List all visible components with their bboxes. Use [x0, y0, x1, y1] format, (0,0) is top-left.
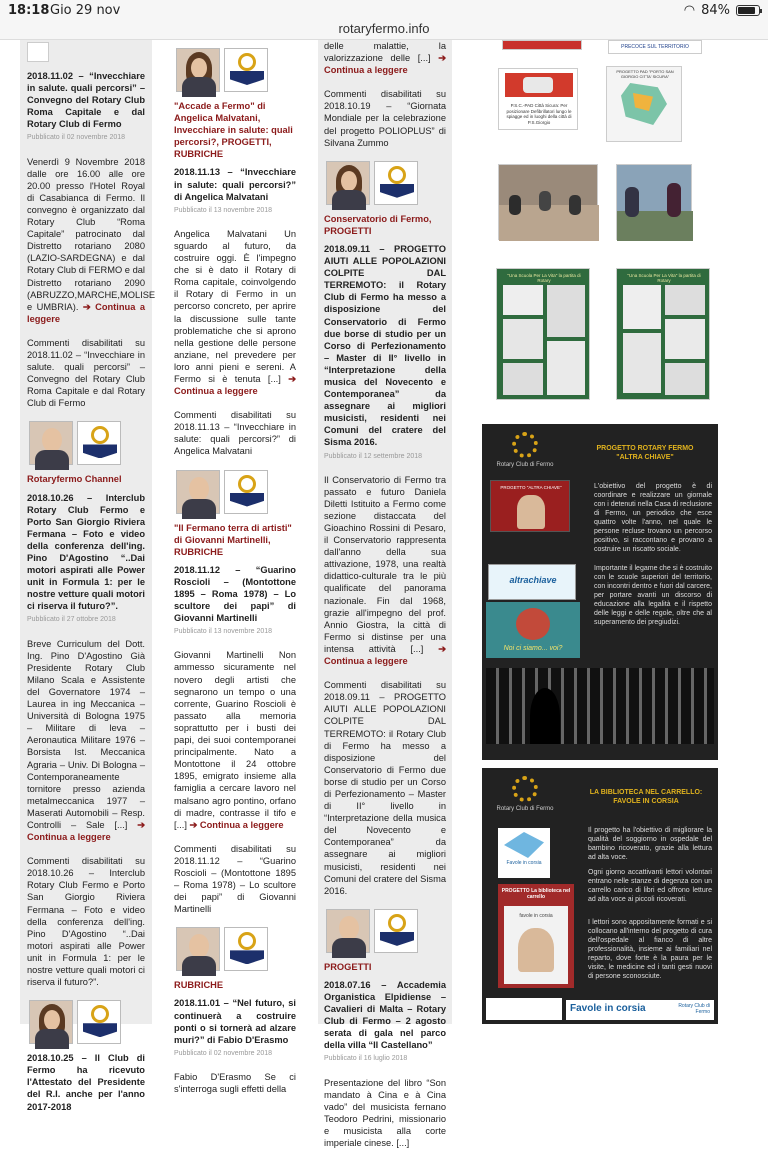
status-time: 18:18: [8, 3, 50, 18]
ios-status-bar: [0, 0, 768, 20]
banner-caption: PRECOCE SUL TERRITORIO: [621, 44, 689, 50]
promo-title: LA BIBLIOTECA NEL CARRELLO: FAVOLE IN CORSIA: [589, 789, 703, 805]
favole-banner-text: Favole in corsia: [570, 1003, 646, 1014]
post-date: Pubblicato il 13 novembre 2018: [174, 628, 273, 636]
post: [174, 100, 296, 458]
post-excerpt-text: delle malattie, la valorizzazione delle [...]: [324, 41, 446, 64]
rotary-fermo-logo[interactable]: [224, 470, 268, 514]
post: [174, 979, 296, 1095]
post-excerpt-text: Giovanni Martinelli Non ammesso sicuramente nel novero degli artisti che segnarono un tempo o una corrente, Guarino Roscioli è passato alla memoria soprattutto per i busti dei papi, dei suoi contemporanei principalmente. Nato a Montottone il 24 ottobre 1895, emigrato insieme alla famiglia a cercare lavoro nel malsano agro pontino, orfano di madre, contrasse il tifo e [...]: [174, 650, 296, 830]
rotary-wheel-icon: [512, 776, 538, 802]
post-date: Pubblicato il 02 novembre 2018: [174, 1049, 273, 1057]
post-images: [29, 1000, 145, 1044]
post-title[interactable]: 2018.10.26 – Interclub Rotary Club Fermo e Porto San Giorgio Riviera Fermana – Foto e video della conferenza dell'ing. Pino D'Agostino “..Dai motori aspirati alle Power unit in Formula 1: per le nostre vetture quali motori ci riserva il futuro?”.: [27, 492, 145, 612]
post-date: Pubblicato il 02 novembre 2018: [27, 134, 126, 142]
rotary-wheel-icon: [512, 432, 538, 458]
post-excerpt: [27, 638, 145, 844]
post-images: [326, 161, 446, 205]
promo-club: Rotary Club di Fermo: [496, 806, 554, 812]
post-excerpt-text: Breve Curriculum del Dott. Ing. Pino D'Agostino Già Presidente Rotary Club Milano Scala e Assistente del Governatore 1974 – Laurea in ing Meccanica – Università di Bologna 1975 – Militare di leva – Aeronautica Militare 1976 – Borsista Ist. Meccanica Agraria – Univ. Di Bologna – Contemporaneamente tornitore presso azienda metalmeccanica 1977 – Maserati Automobili – Resp. Controlli – Sale [...]: [27, 638, 145, 830]
post: [324, 961, 446, 1149]
address-bar[interactable]: [0, 20, 768, 40]
newspaper-caption: "Una Scuola Per La Vita" la partita di Rotary: [627, 273, 701, 283]
rotary-fermo-logo[interactable]: [224, 48, 268, 92]
pad-map-image[interactable]: [606, 66, 682, 142]
post-excerpt-text: Angelica Malvatani Un sguardo al futuro, da costruire oggi. È l'impegno che si è dato il Rotary di Roma capitale, coinvolgendo il Rotary di Fermo in un percorso concreto, per aprire la discussione sulle tante problematiche che si aprono nella gestione delle persone anziane, nel prevedere per loro anni pieni e sereni. A Fermo si è tenuta [...]: [174, 228, 296, 384]
read-more-link[interactable]: ➔ Continua a leggere: [174, 374, 296, 396]
status-right: [684, 3, 760, 18]
post-category[interactable]: "Il Fermano terra di artisti" di Giovanni Martinelli, RUBRICHE: [174, 522, 292, 557]
read-more-link[interactable]: ➔ Continua a leggere: [324, 53, 446, 75]
promo-text-1: Il progetto ha l'obiettivo di migliorare la qualità del soggiorno in ospedale del bambino ricoverato, grazie alla lettura ad alta voce.: [588, 827, 712, 861]
cut-image[interactable]: [502, 40, 582, 50]
battery-percent: 84%: [701, 3, 730, 18]
post-excerpt: [324, 40, 446, 76]
rotary-fermo-logo[interactable]: [224, 927, 268, 971]
poster-subtitle: favole in corsia: [519, 913, 553, 919]
rotary-fermo-logo[interactable]: [374, 909, 418, 953]
post-images: [29, 421, 145, 465]
map-caption: PROGETTO PAD "PORTO SAN GIORGIO CITTA' SICURA": [616, 69, 674, 79]
comments-note: Commenti disabilitati su 2018.11.13 – “Invecchiare in salute: quali percorsi?” di Angelica Malvatani: [174, 410, 296, 457]
favole-logo: [498, 828, 550, 878]
favole-banner: [566, 1000, 714, 1020]
post-excerpt: [174, 228, 296, 397]
post: [174, 522, 296, 916]
rotary-fermo-logo[interactable]: [77, 1000, 121, 1044]
promo-favole-in-corsia[interactable]: [482, 768, 718, 1024]
newspaper-clip-1[interactable]: [496, 268, 590, 400]
thumbnail-placeholder: [27, 42, 49, 62]
post-images: [176, 927, 296, 971]
author-photo[interactable]: [326, 909, 370, 953]
altrachiave-logo: [488, 564, 576, 600]
post-title[interactable]: 2018.11.02 – “Invecchiare in salute. quali percorsi” – Convegno del Rotary Club Roma Capitale e dal Rotary Club di Fermo: [27, 71, 145, 130]
comments-note: Commenti disabilitati su 2018.09.11 – PROGETTO AIUTI ALLE POPOLAZIONI COLPITE DAL TERREMOTO: il Rotary Club di Fermo ha messo a disposizione del Conservatorio di Fermo due borse di studio per un Corso di Perfezionamento – Master di II° livello in “Interpretazione della musica del Novecento e Contemporanea” da assegnare ai migliori musicisti, residenti nei Comuni del cratere del Sisma 2016.: [324, 680, 446, 896]
author-photo[interactable]: [176, 927, 220, 971]
battery-fill: [738, 7, 755, 14]
post-column-3: [318, 40, 452, 1149]
promo-club: Rotary Club di Fermo: [496, 462, 554, 468]
post-images: [326, 909, 446, 953]
url-text[interactable]: rotaryfermo.info: [338, 21, 430, 36]
poster-image: [490, 480, 570, 532]
post-excerpt: Fabio D'Erasmo Se ci s'interroga sugli effetti della: [174, 1071, 296, 1094]
promo-text-1: L'obiettivo del progetto è di coordinare e realizzare un giornale con i detenuti nella Casa di reclusione di Fermo, un periodico che esce quattro volte l'anno, nel quale le persone recluse trovano un percorso positivo, si raccontano e provano a costruire un riscatto sociale.: [594, 483, 712, 553]
post-title[interactable]: 2018.11.01 – “Nel futuro, si continuerà a costruire ponti o si tornerà ad alzare muri?” di Fabio D'Erasmo: [174, 998, 296, 1045]
training-photo-2[interactable]: [616, 164, 692, 240]
post: [324, 213, 446, 897]
post-images: [176, 470, 296, 514]
favole-banner-club: Rotary Club di Fermo: [678, 1003, 710, 1015]
post-category[interactable]: PROGETTI: [324, 961, 372, 972]
psc-pad-image[interactable]: [498, 68, 578, 130]
promo-club-block: [490, 432, 560, 470]
promo-club-block: [490, 776, 560, 814]
status-date: Gio 29 nov: [50, 3, 121, 18]
promo-text-2: Ogni giorno accattivanti lettori volontari entrano nelle stanze di degenza con un carrello carico di libri ed offrono letture ad alta voce ai piccoli ricoverati.: [588, 869, 712, 903]
wifi-icon: ◠: [683, 3, 696, 18]
favole-banner-small: [486, 998, 562, 1020]
post-category[interactable]: Conservatorio di Fermo, PROGETTI: [324, 213, 432, 236]
post: [324, 40, 446, 149]
battery-icon: [736, 5, 760, 16]
post: [27, 70, 156, 409]
post-title[interactable]: 2018.11.13 – “Invecchiare in salute: quali percorsi?” di Angelica Malvatani: [174, 167, 296, 202]
poster-label: PROGETTO "ALTRA CHIAVE": [500, 485, 562, 490]
noi-ci-siamo-text: Noi ci siamo... voi?: [503, 645, 563, 652]
noi-ci-siamo-image: [486, 602, 580, 658]
post-category[interactable]: RUBRICHE: [174, 980, 224, 991]
post-category[interactable]: "Accade a Fermo" di Angelica Malvatani, Invecchiare in salute: quali percorsi?, PROGETTI, RUBRICHE: [174, 101, 293, 160]
psc-caption: P.S.C.-PAD Città Sicura: Per posizionare Defibrillatori lungo le spiagge ed in luoghi della città di P.S.Giorgio: [506, 103, 572, 125]
promo-text-2: Importante il legame che si è costruito con le scuole superiori del territorio, con incontri dentro e fuori dal carcere, per portare avanti un discorso di educazione alla legalità e il rispetto delle leggi e delle regole, oltre che al superamento dei pregiudizi.: [594, 565, 712, 626]
page-content: [0, 40, 768, 1149]
read-more-link[interactable]: ➔ Continua a leggere: [27, 302, 145, 324]
author-photo[interactable]: [326, 161, 370, 205]
author-photo[interactable]: [176, 470, 220, 514]
post-column-1: [20, 40, 156, 1112]
newspaper-caption: "Una Scuola Per La Vita" la partita di Rotary: [507, 273, 581, 283]
post-excerpt: [324, 474, 446, 668]
comments-note: Commenti disabilitati su 2018.11.02 – “Invecchiare in salute. quali percorsi” – Convegno del Rotary Club Roma Capitale e dal Rotary Club di Fermo: [27, 337, 145, 409]
post-date: Pubblicato il 27 ottobre 2018: [27, 616, 116, 624]
post-title[interactable]: 2018.11.12 – “Guarino Roscioli – (Montottone 1895 – Roma 1978) – Lo scultore dei papi” di Giovanni Martinelli: [174, 564, 296, 624]
post-excerpt: Presentazione del libro “Son mandato à Cina e à Cina vado” del musicista fernano Teodoro Pedrini, missionario e musicista alla corte imperiale cinese. [...]: [324, 1077, 446, 1149]
rotary-fermo-logo[interactable]: [77, 421, 121, 465]
post-excerpt: [27, 156, 156, 325]
promo-altra-chiave[interactable]: [482, 424, 718, 760]
comments-note: Commenti disabilitati su 2018.10.26 – Interclub Rotary Club Fermo e Porto San Giorgio Riviera Fermana – Foto e video della conferenza dell'ing. Pino D'Agostino “..Dai motori aspirati alle Power unit in Formula 1: per le nostre vetture quali motori ci riserva il futuro?”.: [27, 856, 145, 988]
post-excerpt: [174, 649, 296, 830]
post: [27, 1052, 145, 1112]
sidebar-banner[interactable]: [608, 40, 702, 54]
post-date: Pubblicato il 16 luglio 2018: [324, 1055, 408, 1063]
post-category[interactable]: Rotaryfermo Channel: [27, 474, 122, 485]
author-photo[interactable]: [29, 1000, 73, 1044]
rotary-fermo-logo[interactable]: [374, 161, 418, 205]
training-photo-1[interactable]: [498, 164, 598, 240]
post-column-2: [168, 40, 302, 1094]
post: [27, 473, 145, 988]
newspaper-clip-2[interactable]: [616, 268, 710, 400]
read-more-link[interactable]: ➔ Continua a leggere: [190, 820, 284, 830]
post-excerpt-text: Venerdì 9 Novembre 2018 dalle ore 16.00 alle ore 20.00 presso l'Hotel Royal di Casabianca di Fermo. Il convegno è organizzato dal Rotary Club “Roma Capitale” patrocinato dal Distretto rotariano 2080 (LAZIO-SARDEGNA) e dal Rotary Club di FERMO e dal Distretto rotariano 2090 (ABRUZZO,MARCHE,MOLISE e UMBRIA).: [27, 156, 156, 312]
post-title[interactable]: 2018.09.11 – PROGETTO AIUTI ALLE POPOLAZIONI COLPITE DAL TERREMOTO: il Rotary Club di Fermo ha messo a disposizione del Conservatorio di Fermo due borse di studio per un Corso di Perfezionamento – Master di II° livello in “Interpretazione della musica del Novecento e Contemporanea” da assegnare ai migliori musicisti, residenti nei Comuni del cratere del Sisma 2016.: [324, 243, 446, 448]
post-title[interactable]: 2018.07.16 – Accademia Organistica Elpidiense – Cavalieri di Malta – Rotary Club di Fermo – 2 agosto serata di gala nel parco della villa “Il Castellano”: [324, 979, 446, 1051]
read-more-link[interactable]: ➔ Continua a leggere: [27, 820, 145, 842]
altrachiave-label: altrachiave: [509, 575, 557, 585]
promo-text-3: I lettori sono appositamente formati e si collocano all'interno del progetto di cura dell'ospedale al fianco di altre professionalità, insieme ai familiari nel reparto, dove forte è la paura per le visite, le medicine ed i tanti gesti nuovi di persone sconosciute.: [588, 919, 712, 980]
comments-note: Commenti disabilitati su 2018.11.12 – “Guarino Roscioli – (Montottone 1895 – Roma 1978) – Lo scultore dei papi” di Giovanni Martinelli: [174, 843, 296, 915]
post-excerpt-text: Il Conservatorio di Fermo tra passato e futuro Daniela Diletti Istituito a Fermo come sezione distaccata del Gioachino Rossini di Pesaro, il Conservatorio rappresenta dall'anno della sua attivazione, 1978, una realtà didattico-culturale tra le più qualificate del panorama nazionale. Fin dal 1968, grazie all'impegno del prof. Annio Giostra, la città di Fermo si distinse per una intensa attività [...]: [324, 474, 446, 654]
favole-logo-label: Favole in corsia: [506, 860, 542, 866]
post-title[interactable]: 2018.10.25 – Il Club di Fermo ha ricevuto l'Attestato del Presidente del R.I. anche per l'anno 2017-2018: [27, 1053, 145, 1112]
read-more-link[interactable]: ➔ Continua a leggere: [324, 644, 446, 666]
post-date: Pubblicato il 12 settembre 2018: [324, 452, 423, 460]
promo-title: PROGETTO ROTARY FERMO "ALTRA CHIAVE": [596, 445, 694, 461]
comments-note: Commenti disabilitati su 2018.10.19 – “Giornata Mondiale per la celebrazione del progetto POLIOPLUS” di Silvana Zummo: [324, 89, 446, 148]
biblioteca-poster: [498, 884, 574, 988]
post-date: Pubblicato il 13 novembre 2018: [174, 206, 273, 214]
post-images: [176, 48, 296, 92]
prison-bars-image: [486, 668, 714, 744]
author-photo[interactable]: [29, 421, 73, 465]
author-photo[interactable]: [176, 48, 220, 92]
poster-title: PROGETTO La biblioteca nel carrello: [501, 888, 571, 900]
